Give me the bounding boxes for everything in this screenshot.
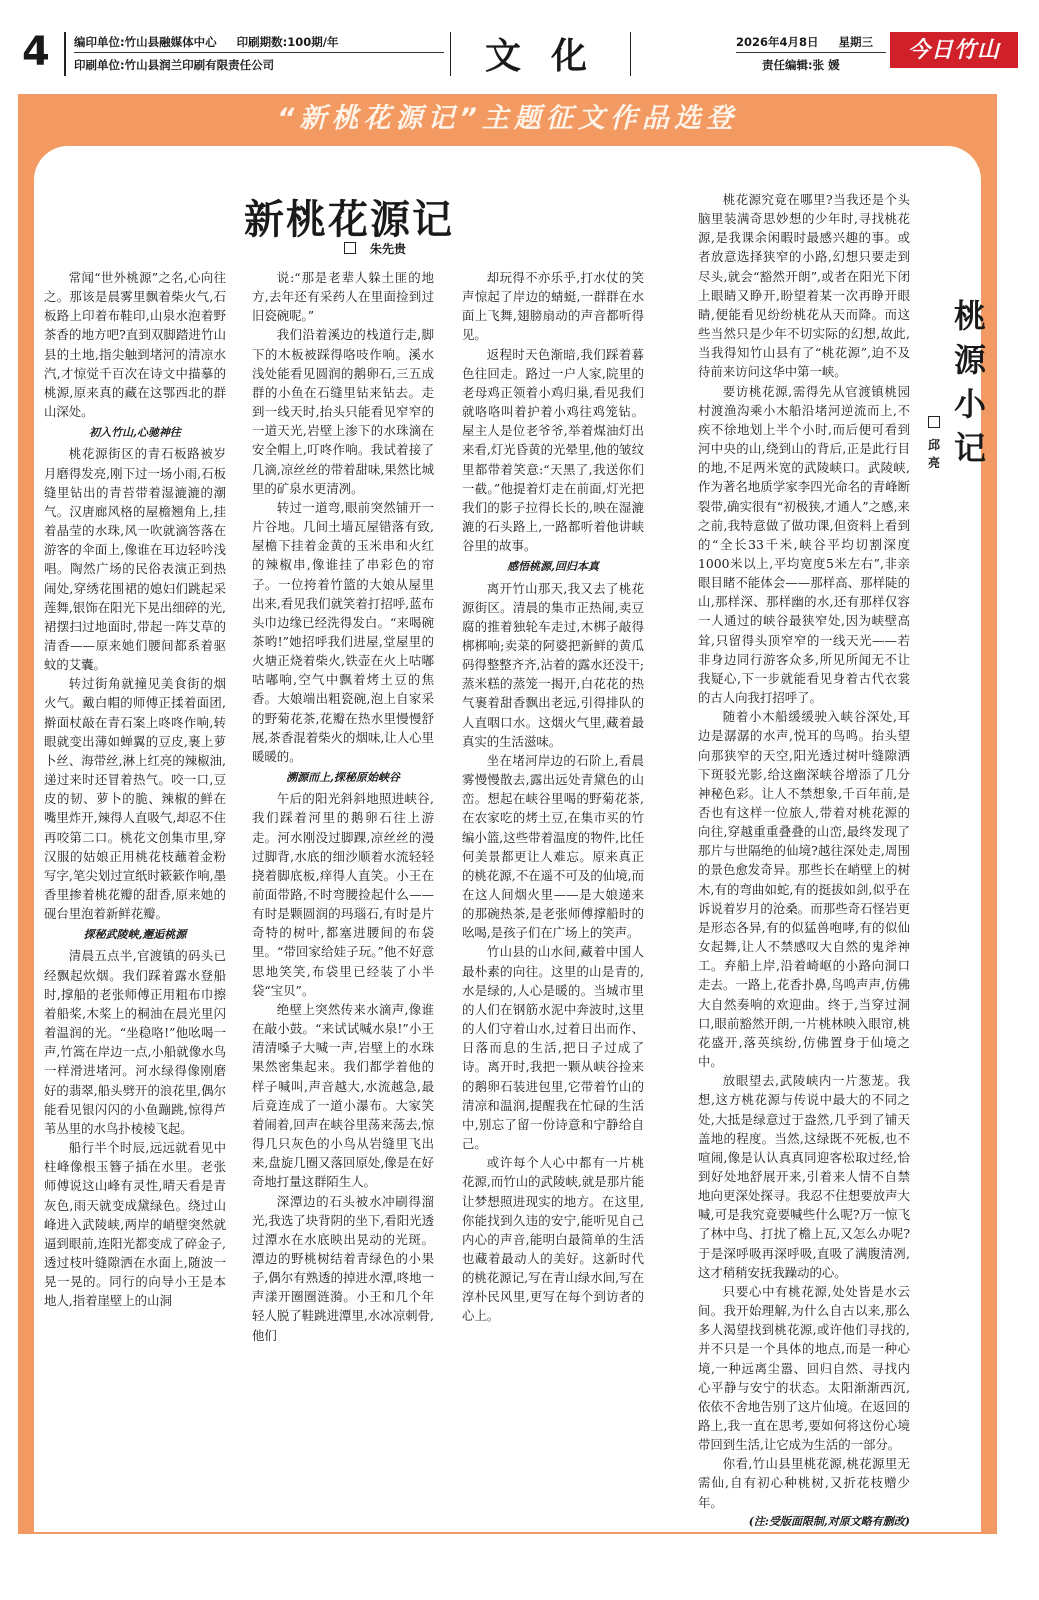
paragraph: 桃花源究竟在哪里?当我还是个头脑里装满奇思妙想的少年时,寻找桃花源,是我课余闲暇时最感兴趣的事。或者放意选择狭窄的小路,幻想只要走到尽头,就会“豁然开朗”,或者在阳光下闭上眼睛又睁开,盼望着某一次再睁开眼睛,便能看见纷纷桃花从天而降。而这些当然只是少年不切实际的幻想,故此,当我得知竹山县有了“桃花源”,迫不及待前来访问这华中第一峡。 bbox=[698, 192, 910, 380]
newspaper-logo: 今日竹山 bbox=[890, 32, 1018, 68]
article2-byline bbox=[926, 416, 942, 472]
paragraph: 随着小木船缓缓驶入峡谷深处,耳边是潺潺的水声,悦耳的鸟鸣。抬头望向那狭窄的天空,阳光透过树叶缝隙洒下斑驳光影,给这幽深峡谷增添了几分神秘色彩。让人不禁想象,千百年前,是否也有这样一位旅人,带着对桃花源的向往,穿越重重叠叠的山峦,最终发现了那片与世隔绝的仙境?越往深处走,周围的景色愈发奇异。那些长在峭壁上的树木,有的弯曲如蛇,有的挺拔如剑,似乎在诉说着岁月的沧桑。而那些奇石怪岩更是形态各异,有的似猛兽咆哮,有的似仙女起舞,让人不禁感叹大自然的鬼斧神工。弃船上岸,沿着崎岖的小路向洞口走去。一路上,花香扑鼻,鸟鸣声声,仿佛大自然奏响的欢迎曲。终于,当穿过洞口,眼前豁然开朗,一片桃林映入眼帘,桃花盛开,落英缤纷,仿佛置身于仙境之中。 bbox=[698, 709, 910, 1070]
article1-title: 新桃花源记 bbox=[244, 196, 454, 243]
paragraph: 只要心中有桃花源,处处皆是水云间。我开始理解,为什么自古以来,那么多人渴望找到桃花源,或许他们寻找的,并不只是一个具体的地点,而是一种心境,一种远离尘嚣、回归自然、寻找内心平静与安宁的状态。太阳渐渐西沉,依依不舍地告别了这片仙境。在返回的路上,我一直在思考,要如何将这份心境带回到生活,让它成为生活的一部分。 bbox=[698, 1283, 910, 1453]
subheading: 溯源而上,探秘原始峡谷 bbox=[286, 771, 400, 785]
paragraph: 我们沿着溪边的栈道行走,脚下的木板被踩得咯吱作响。溪水浅处能看见圆润的鹅卵石,三五成群的小鱼在石缝里钻来钻去。走到一线天时,抬头只能看见窄窄的一道天光,岩壁上渗下的水珠滴在安全帽上,叮咚作响。我试着接了几滴,凉丝丝的带着甜味,果然比城里的矿泉水更清冽。 bbox=[252, 327, 434, 496]
paragraph: 清晨五点半,官渡镇的码头已经飘起炊烟。我们踩着露水登船时,撑船的老张师傅正用粗布巾擦着船桨,木桨上的桐油在晨光里闪着温润的光。“坐稳咯!”他吆喝一声,竹篙在岸边一点,小船就像水鸟一样滑进堵河。河水绿得像刚磨好的翡翠,船头劈开的浪花里,偶尔能看见银闪闪的小鱼蹦跳,惊得芦苇丛里的水鸟扑棱棱飞起。 bbox=[44, 948, 226, 1136]
issue-count: 印刷期数:100期/年 bbox=[236, 35, 339, 49]
paragraph: 深潭边的石头被水冲刷得溜光,我选了块背阴的坐下,看阳光透过潭水在水底映出晃动的光斑。潭边的野桃树结着青绿色的小果子,偶尔有熟透的掉进水潭,咚地一声漾开圈圈涟漪。小王和几个年轻人脱了鞋跳进潭里,水冰凉刺骨,他们 bbox=[252, 1193, 434, 1343]
editor-unit-line bbox=[74, 34, 338, 50]
paragraph: 绝壁上突然传来水滴声,像谁在敲小鼓。“来试试喊水泉!”小王清清嗓子大喊一声,岩壁上的水珠果然密集起来。我们都学着他的样子喊叫,声音越大,水流越急,最后竟连成了一道小瀑布。大家笑着闹着,回声在峡谷里荡来荡去,惊得几只灰色的小鸟从岩缝里飞出来,盘旋几圈又落回原处,像是在好奇地打量这群陌生人。 bbox=[252, 1001, 434, 1190]
paragraph: 返程时天色渐暗,我们踩着暮色往回走。路过一户人家,院里的老母鸡正领着小鸡归巢,看见我们就咯咯叫着护着小鸡往鸡笼钻。屋主人是位老爷爷,举着煤油灯出来看,灯光昏黄的光晕里,他的皱纹里都带着笑意:“天黑了,我送你们一截。”他提着灯走在前面,灯光把我们的影子拉得长长的,映在湿漉漉的石头路上,一路都听着他讲峡谷里的故事。 bbox=[462, 346, 644, 554]
article2-column bbox=[698, 190, 910, 1531]
header-divider bbox=[630, 32, 631, 76]
paragraph: 离开竹山那天,我又去了桃花源街区。清晨的集市正热闹,卖豆腐的推着独轮车走过,木梆子敲得梆梆响;卖菜的阿婆把新鲜的黄瓜码得整整齐齐,沾着的露水还没干;蒸米糕的蒸笼一揭开,白花花的热气裹着甜香飘出老远,引得排队的人直咽口水。这烟火气里,藏着最真实的生活滋味。 bbox=[462, 580, 644, 749]
paragraph: 船行半个时辰,远远就看见中柱峰像根玉簪子插在水里。老张师傅说这山峰有灵性,晴天看是青灰色,雨天就变成黛绿色。绕过山峰进入武陵峡,两岸的峭壁突然就逼到眼前,连阳光都变成了碎金子,透过枝叶缝隙洒在水面上,随波一晃一晃的。同行的向导小王是本地人,指着崖壁上的山洞 bbox=[44, 1140, 226, 1309]
article1-column-2 bbox=[252, 268, 434, 1345]
header-divider bbox=[64, 32, 66, 76]
paragraph: 桃花源街区的青石板路被岁月磨得发亮,刚下过一场小雨,石板缝里钻出的青苔带着湿漉漉的潮气。汉唐廊风格的屋檐翘角上,挂着晶莹的水珠,风一吹就滴答落在游客的伞面上,像谁在耳边轻吟浅唱。陶然广场的民俗表演正到热闹处,穿绣花围裙的媳妇们跳起采莲舞,银饰在阳光下晃出细碎的光,裙摆扫过地面时,带起一阵艾草的清香——原来她们腰间都系着驱蚊的艾囊。 bbox=[44, 446, 226, 673]
article2-author: 邱 亮 bbox=[927, 438, 940, 470]
printer: 印刷单位:竹山县润兰印刷有限责任公司 bbox=[74, 58, 275, 72]
paragraph: 竹山县的山水间,藏着中国人最朴素的向往。这里的山是青的,水是绿的,人心是暖的。当城市里的人们在钢筋水泥中奔波时,这里的人们守着山水,过着日出而作、日落而息的生活,把日子过成了诗。离开时,我把一颗从峡谷捡来的鹅卵石装进包里,它带着竹山的清凉和温润,提醒我在忙碌的生活中,别忘了留一份诗意和宁静给自己。 bbox=[462, 944, 644, 1152]
article1-column-1 bbox=[44, 268, 226, 1310]
paragraph: 转过一道弯,眼前突然铺开一片谷地。几间土墙瓦屋错落有致,屋檐下挂着金黄的玉米串和火红的辣椒串,像谁挂了串彩色的帘子。一位挎着竹篮的大娘从屋里出来,看见我们就笑着打招呼,蓝布头巾边缘已经洗得发白。“来喝碗茶哟!”她招呼我们进屋,堂屋里的火塘正烧着柴火,铁壶在火上咕嘟咕嘟响,空气中飘着烤土豆的焦香。大娘端出粗瓷碗,泡上自家采的野菊花茶,花瓣在热水里慢慢舒展,茶香混着柴火的烟味,让人心里暖暖的。 bbox=[252, 499, 434, 764]
paragraph: 或许每个人心中都有一片桃花源,而竹山的武陵峡,就是那片能让梦想照进现实的地方。在这里,你能找到久违的安宁,能听见自己内心的声音,能明白最简单的生活也藏着最动人的美好。这新时代的桃花源记,写在青山绿水间,写在淳朴民风里,更写在每个到访者的心上。 bbox=[462, 1155, 644, 1324]
header-rule bbox=[74, 52, 444, 53]
header-divider bbox=[450, 32, 451, 76]
page-header bbox=[20, 28, 1020, 80]
byline-box-icon bbox=[344, 242, 356, 254]
paragraph: 坐在堵河岸边的石阶上,看晨雾慢慢散去,露出远处青黛色的山峦。想起在峡谷里喝的野菊花茶,在农家吃的烤土豆,在集市买的竹编小篮,这些带着温度的物件,比任何美景都更让人难忘。原来真正的桃花源,不在遥不可及的仙境,而在这人间烟火里——是大娘递来的那碗热茶,是老张师傅撑船时的吆喝,是孩子们在广场上的笑声。 bbox=[462, 752, 644, 941]
article2-title: 桃源小记 bbox=[953, 297, 986, 467]
subheading: 探秘武陵峡,邂逅桃源 bbox=[83, 928, 187, 942]
subheading: 初入竹山,心驰神往 bbox=[89, 426, 181, 440]
editor-unit: 编印单位:竹山县融媒体中心 bbox=[74, 35, 217, 49]
byline-box-icon bbox=[928, 416, 940, 428]
paragraph: 你看,竹山县里桃花源,桃花源里无需仙,自有初心种桃树,又折花枝赠少年。 bbox=[698, 1456, 910, 1510]
article1-author: 朱先贵 bbox=[370, 242, 407, 256]
paragraph: 说:“那是老辈人躲土匪的地方,去年还有采药人在里面捡到过旧瓷碗呢。” bbox=[252, 270, 434, 324]
section-title: 文化 bbox=[485, 35, 618, 77]
paragraph: 午后的阳光斜斜地照进峡谷,我们踩着河里的鹅卵石往上游走。河水刚没过脚踝,凉丝丝的漫过脚背,水底的细沙顺着水流轻轻挠着脚底板,痒得人直笑。小王在前面带路,不时弯腰捡起什么——有时是颗圆润的玛瑙石,有时是片奇特的树叶,都塞进腰间的布袋里。“带回家给娃子玩。”他不好意思地笑笑,布袋里已经装了小半袋“宝贝”。 bbox=[252, 791, 434, 998]
article1-column-3 bbox=[462, 268, 644, 1326]
issue-date: 2026年4月8日 bbox=[736, 35, 819, 49]
subheading: 感悟桃源,回归本真 bbox=[507, 560, 599, 574]
header-rule bbox=[736, 52, 886, 53]
article1-byline bbox=[344, 240, 406, 257]
editor-note: (注:受版面限制,对原文略有删改) bbox=[748, 1514, 910, 1528]
feature-content bbox=[34, 146, 986, 1532]
paragraph: 要访桃花源,需得先从官渡镇桃园村渡渔沟乘小木船沿堵河逆流而上,不疾不徐地划上半个小时,而后便可看到河中央的山,绕到山的背后,正是此行目的地,不足两米宽的武陵峡口。武陵峡,作为著名地质学家李四光命名的青峰断裂带,确实很有“初极狭,才通人”之感,来之前,我特意做了做功课,但资料上看到的“全长33千米,峡谷平均切割深度1000米以上,平均宽度5米左右”,非亲眼目睹不能体会——那样高、那样陡的山,那样深、那样幽的水,还有那样仅容一人通过的峡谷最狭窄处,因为峡壁高耸,只留得头顶窄窄的一线天光——若非身边同行游客众多,所见所闻无不让我疑心,下一步就能看见身着古代衣裳的古人向我打招呼了。 bbox=[698, 383, 910, 706]
paragraph: 转过街角就撞见美食街的烟火气。戴白帽的师傅正揉着面团,擀面杖敲在青石案上咚咚作响,转眼就变出薄如蝉翼的豆皮,裹上萝卜丝、海带丝,淋上红亮的辣椒油,递过来时还冒着热气。咬一口,豆皮的韧、萝卜的脆、辣椒的鲜在嘴里炸开,辣得人直吸气,却忍不住再咬第二口。桃花文创集市里,穿汉服的姑娘正用桃花枝蘸着金粉写字,笔尖划过宣纸时簌簌作响,墨香里掺着桃花瓣的甜香,原来她的砚台里泡着新鲜花瓣。 bbox=[44, 676, 226, 922]
paragraph: 常闻“世外桃源”之名,心向往之。那该是晨雾里飘着柴火气,石板路上印着布鞋印,山泉水泡着野茶香的地方吧?直到双脚踏进竹山县的土地,指尖触到堵河的清凉水汽,才惊觉千百次在诗文中描摹的桃源,原来真的藏在这鄂西北的群山深处。 bbox=[44, 270, 226, 420]
page-number: 4 bbox=[22, 29, 50, 75]
paragraph: 却玩得不亦乐乎,打水仗的笑声惊起了岸边的蜻蜓,一群群在水面上飞舞,翅膀扇动的声音都听得见。 bbox=[462, 270, 644, 343]
responsible-editor: 责任编辑:张 媛 bbox=[762, 58, 840, 72]
paragraph: 放眼望去,武陵峡内一片葱茏。我想,这方桃花源与传说中最大的不同之处,大抵是绿意过于盎然,几乎到了铺天盖地的程度。当然,这绿既不死板,也不喧闹,像是认认真真同迎客松取过经,恰到好处地舒展开来,引着来人情不自禁地向更深处探寻。我忍不住想要放声大喊,可是我究竟要喊些什么呢?万一惊飞了林中鸟、打扰了檐上瓦,又怎么办呢?于是深呼吸再深呼吸,直吸了满腹清冽,这才稍稍安抚我躁动的心。 bbox=[698, 1073, 910, 1280]
feature-banner: “新桃花源记”主题征文作品选登 bbox=[277, 103, 738, 134]
issue-weekday: 星期三 bbox=[838, 35, 874, 49]
issue-date-line bbox=[736, 34, 873, 50]
feature-frame bbox=[18, 94, 997, 1534]
